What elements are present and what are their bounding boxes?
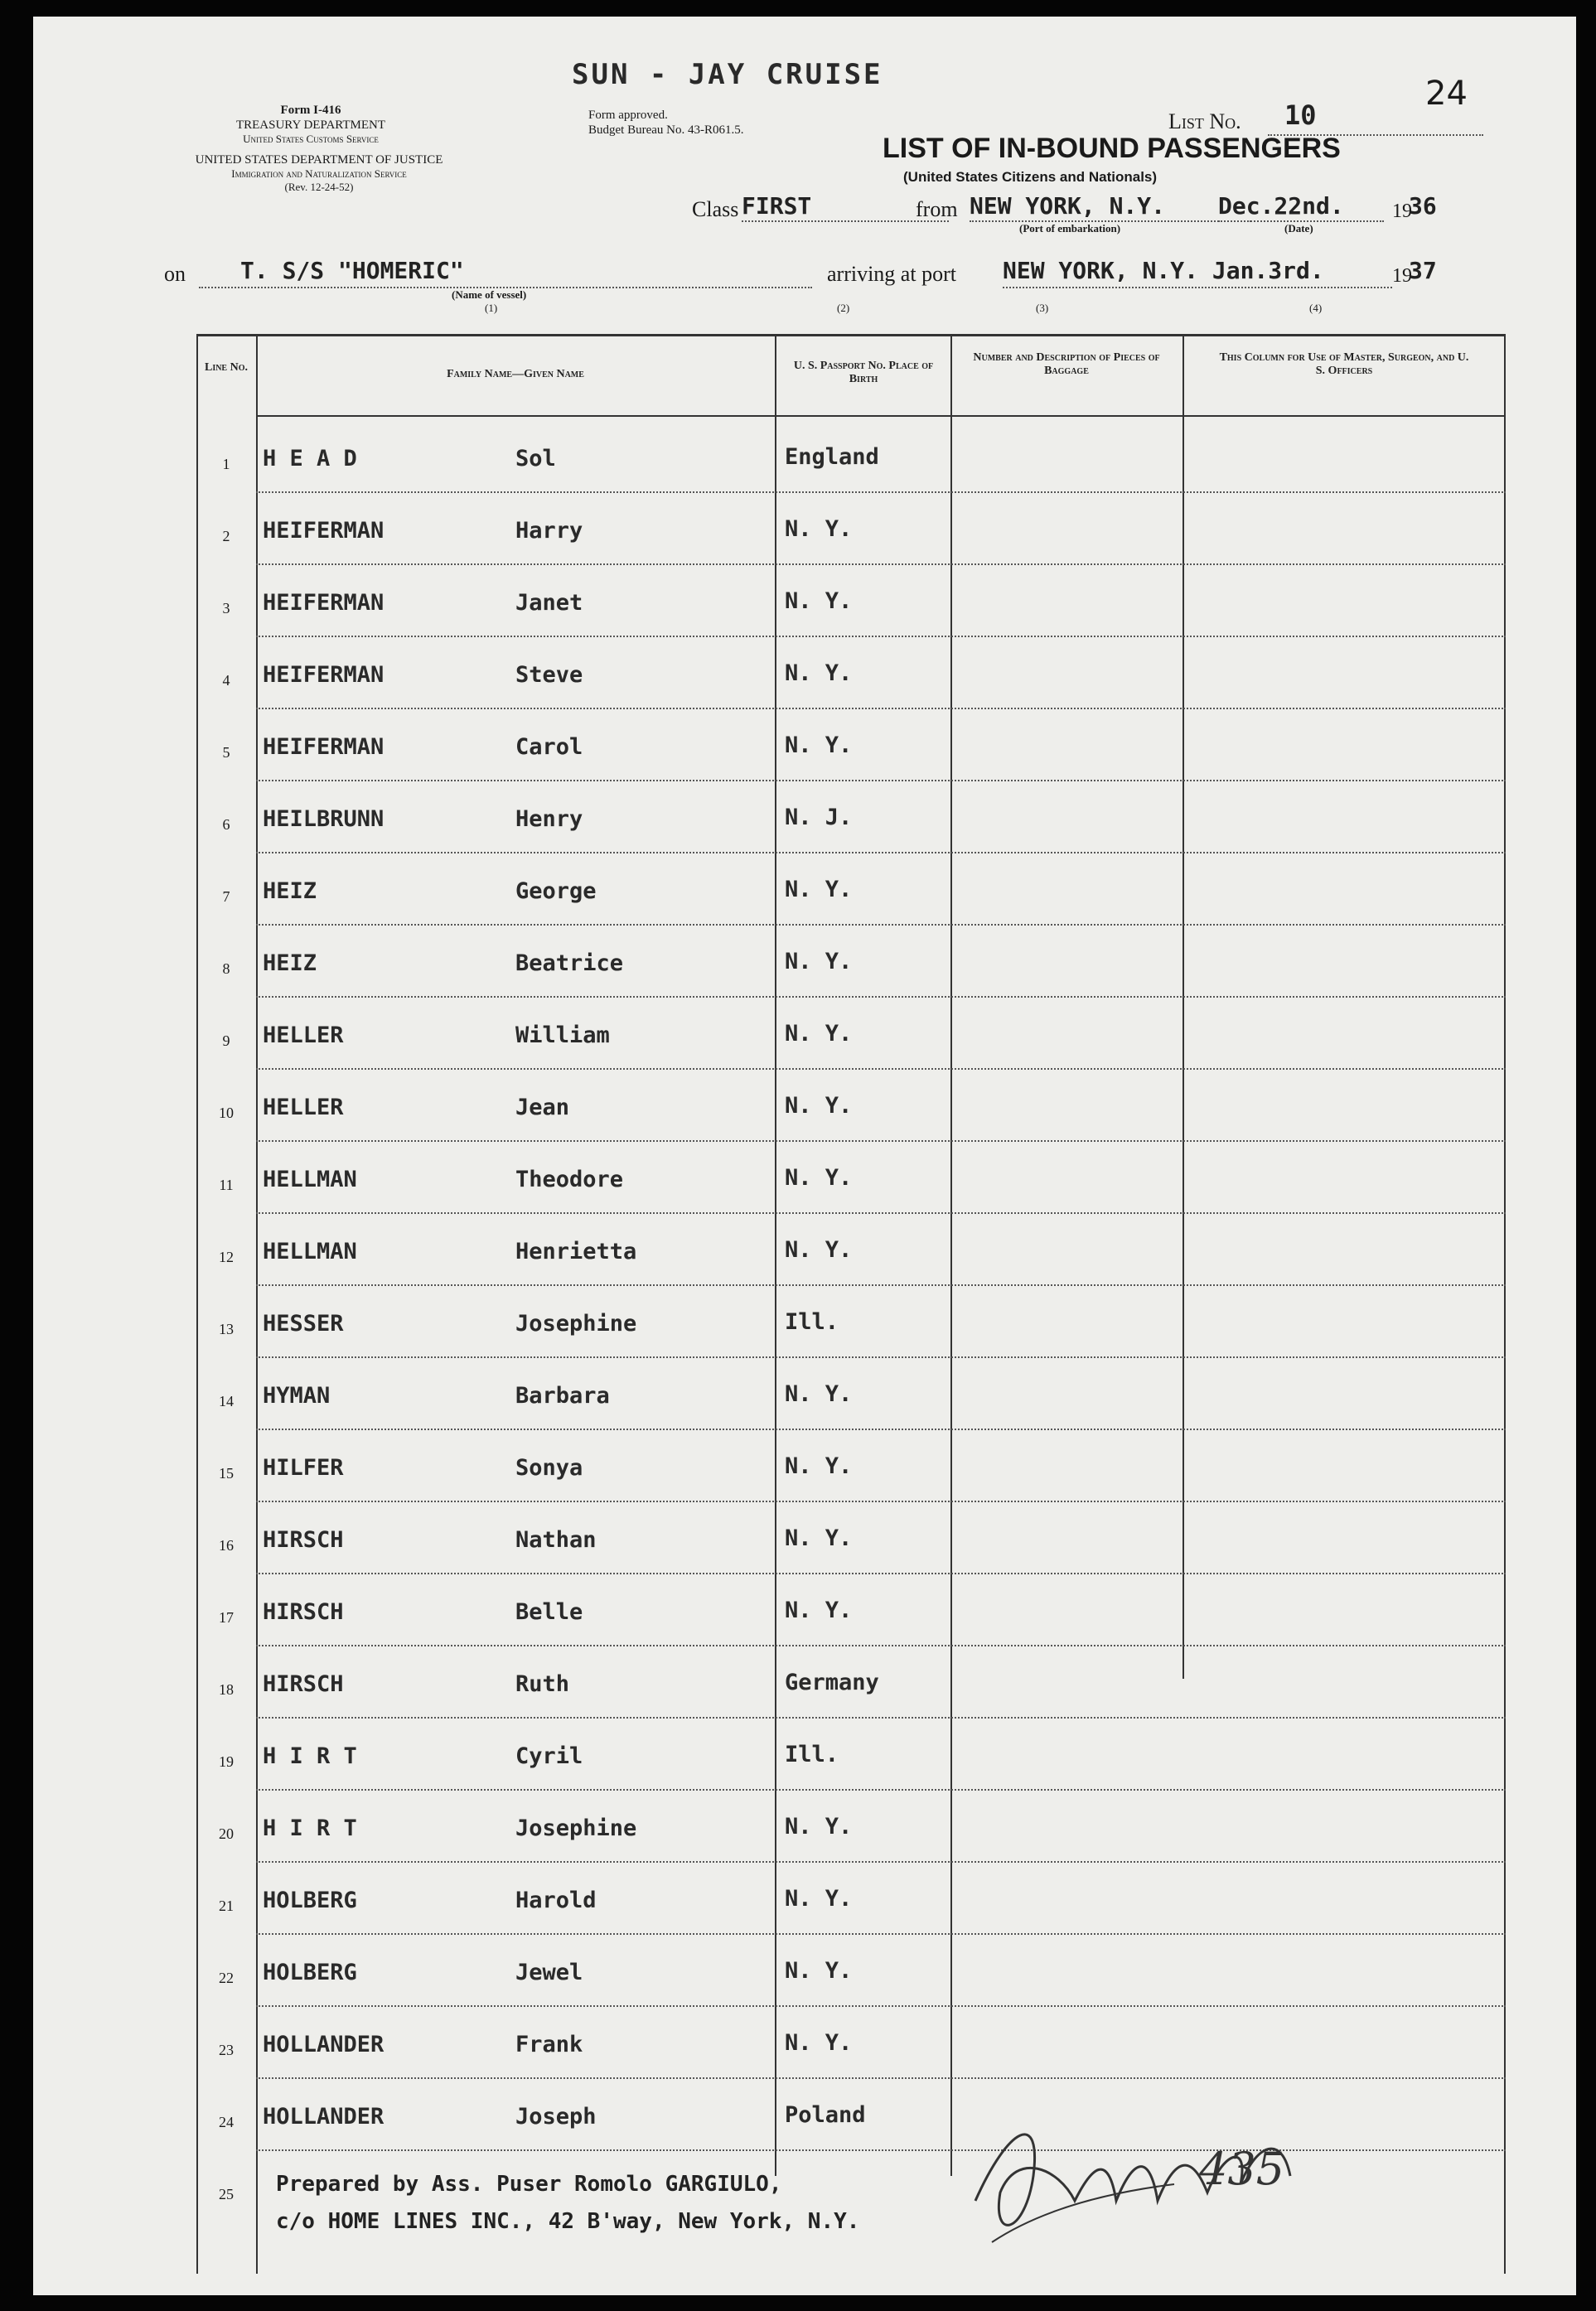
line-number: 20 <box>219 1825 234 1842</box>
family-name: HOLBERG <box>263 1888 357 1913</box>
table-row <box>196 924 1506 998</box>
given-name: Barbara <box>515 1383 610 1409</box>
given-name: Carol <box>515 734 583 760</box>
line-number: 21 <box>219 1898 234 1914</box>
family-name: HELLMAN <box>263 1239 357 1264</box>
col-header-passport: U. S. Passport No. Place of Birth <box>793 360 934 385</box>
place-of-birth: N. Y. <box>785 1021 853 1047</box>
ins-label: Immigration and Naturalization Service <box>231 167 407 180</box>
date-caption: (Date) <box>1284 222 1313 234</box>
prepared-by: Prepared by Ass. Puser Romolo GARGIULO, <box>276 2172 782 2197</box>
given-name: Josephine <box>515 1311 637 1337</box>
cruise-stamp: SUN - JAY CRUISE <box>572 58 883 91</box>
line-number: 17 <box>219 1609 234 1626</box>
family-name: HOLLANDER <box>263 2104 384 2130</box>
rev-label: (Rev. 12-24-52) <box>284 181 354 193</box>
place-of-birth: Ill. <box>785 1742 839 1767</box>
family-name: HOLBERG <box>263 1960 357 1985</box>
line-number: 10 <box>219 1105 234 1121</box>
place-of-birth: Ill. <box>785 1309 839 1335</box>
given-name: Jewel <box>515 1960 583 1985</box>
family-name: HEIFERMAN <box>263 590 384 616</box>
family-name: HIRSCH <box>263 1527 344 1553</box>
justice-label: UNITED STATES DEPARTMENT OF JUSTICE <box>195 153 443 167</box>
line-number: 19 <box>219 1753 234 1770</box>
given-name: Joseph <box>515 2104 597 2130</box>
given-name: Harold <box>515 1888 597 1913</box>
form-block-left <box>203 103 418 146</box>
line-number: 1 <box>222 456 230 472</box>
caption-4: (4) <box>1309 302 1323 314</box>
place-of-birth: N. Y. <box>785 732 853 758</box>
family-name: HELLMAN <box>263 1167 357 1192</box>
family-name: HEIFERMAN <box>263 662 384 688</box>
line-number: 14 <box>219 1393 234 1409</box>
family-name: HEIFERMAN <box>263 518 384 544</box>
form-approved-block <box>588 108 743 138</box>
table-row <box>196 1645 1506 1719</box>
family-name: HEILBRUNN <box>263 806 384 832</box>
table-row <box>196 996 1506 1070</box>
place-of-birth: N. Y. <box>785 1598 853 1623</box>
given-name: George <box>515 878 597 904</box>
list-no-value: 10 <box>1284 99 1317 131</box>
given-name: Josephine <box>515 1815 637 1841</box>
vessel-caption: (Name of vessel) <box>452 288 527 301</box>
line-number: 25 <box>219 2186 234 2202</box>
place-of-birth: N. Y. <box>785 877 853 902</box>
line-number: 15 <box>219 1465 234 1482</box>
given-name: Frank <box>515 2032 583 2057</box>
page-title: LIST OF IN-BOUND PASSENGERS <box>883 133 1341 164</box>
given-name: Henrietta <box>515 1239 637 1264</box>
table-row <box>196 563 1506 637</box>
col-header-line-no: Line No. <box>204 361 248 374</box>
table-row <box>196 2005 1506 2079</box>
given-name: Steve <box>515 662 583 688</box>
table-row <box>196 1717 1506 1791</box>
place-of-birth: N. Y. <box>785 588 853 614</box>
line-number: 6 <box>222 816 230 833</box>
family-name: HEIFERMAN <box>263 734 384 760</box>
page-subtitle: (United States Citizens and Nationals) <box>903 169 1158 185</box>
given-name: Janet <box>515 590 583 616</box>
given-name: William <box>515 1023 610 1048</box>
year-from-value: 36 <box>1409 192 1437 220</box>
list-no-label: List No. <box>1168 109 1241 133</box>
customs-label: United States Customs Service <box>243 133 379 145</box>
given-name: Ruth <box>515 1671 570 1697</box>
line-number: 4 <box>222 672 230 689</box>
table-row <box>196 1933 1506 2007</box>
from-label: from <box>916 197 958 221</box>
table-row <box>196 1429 1506 1502</box>
family-name: HIRSCH <box>263 1671 344 1697</box>
from-caption: (Port of embarkation) <box>1019 222 1121 234</box>
line-number: 24 <box>219 2114 234 2130</box>
arriving-line <box>1003 287 1392 288</box>
class-label: Class <box>692 197 739 221</box>
table-row <box>196 780 1506 853</box>
caption-1: (1) <box>485 302 498 314</box>
line-number: 5 <box>222 744 230 761</box>
family-name: HILFER <box>263 1455 344 1481</box>
line-number: 9 <box>222 1032 230 1049</box>
form-approved: Form approved. <box>588 109 668 122</box>
col-header-name: Family Name—Given Name <box>447 368 584 380</box>
family-name: HEIZ <box>263 950 317 976</box>
line-number: 11 <box>219 1177 234 1193</box>
year-arr-value: 37 <box>1409 257 1437 284</box>
place-of-birth: N. Y. <box>785 1165 853 1191</box>
arriving-value: NEW YORK, N.Y. Jan.3rd. <box>1003 257 1324 284</box>
header-rule <box>256 415 1506 417</box>
given-name: Jean <box>515 1095 570 1120</box>
place-of-birth: Poland <box>785 2102 866 2128</box>
col-header-officers: This Column for Use of Master, Surgeon, and U. S. Officers <box>1219 351 1469 377</box>
line-number: 12 <box>219 1249 234 1265</box>
on-label: on <box>164 262 186 286</box>
arriving-label: arriving at port <box>827 262 956 286</box>
treasury-label: TREASURY DEPARTMENT <box>235 118 386 132</box>
col-header-baggage: Number and Description of Pieces of Baggage <box>973 351 1160 377</box>
table-row <box>196 419 1506 493</box>
place-of-birth: N. Y. <box>785 1814 853 1840</box>
line-number: 2 <box>222 528 230 544</box>
place-of-birth: N. Y. <box>785 516 853 542</box>
date-from-value: Dec.22nd. <box>1218 192 1344 220</box>
given-name: Sonya <box>515 1455 583 1481</box>
given-name: Nathan <box>515 1527 597 1553</box>
caption-2: (2) <box>837 302 850 314</box>
place-of-birth: Germany <box>785 1670 879 1695</box>
budget-number: Budget Bureau No. 43-R061.5. <box>588 123 744 137</box>
place-of-birth: N. Y. <box>785 1093 853 1119</box>
family-name: HYMAN <box>263 1383 331 1409</box>
given-name: Cyril <box>515 1743 583 1769</box>
from-value: NEW YORK, N.Y. <box>970 192 1166 220</box>
table-row <box>196 491 1506 565</box>
place-of-birth: England <box>785 444 879 470</box>
place-of-birth: N. Y. <box>785 660 853 686</box>
line-number: 16 <box>219 1537 234 1554</box>
justice-block <box>157 152 481 194</box>
given-name: Beatrice <box>515 950 624 976</box>
line-number: 13 <box>219 1321 234 1337</box>
vessel-value: T. S/S "HOMERIC" <box>240 257 464 284</box>
table-row <box>196 1501 1506 1574</box>
year-arr-prefix: 19 <box>1392 265 1412 287</box>
year-from-prefix: 19 <box>1392 201 1412 222</box>
class-value: FIRST <box>742 192 812 220</box>
line-number: 23 <box>219 2042 234 2058</box>
table-row <box>196 1284 1506 1358</box>
given-name: Henry <box>515 806 583 832</box>
table-row <box>196 1573 1506 1646</box>
agent-address: c/o HOME LINES INC., 42 B'way, New York, N.Y. <box>276 2209 860 2234</box>
passenger-table <box>196 334 1506 2274</box>
place-of-birth: N. Y. <box>785 1237 853 1263</box>
table-row <box>196 1068 1506 1142</box>
family-name: H I R T <box>263 1815 357 1841</box>
table-row <box>196 1212 1506 1286</box>
family-name: HELLER <box>263 1095 344 1120</box>
given-name: Sol <box>515 446 556 471</box>
line-number: 22 <box>219 1970 234 1986</box>
caption-3: (3) <box>1036 302 1049 314</box>
family-name: H E A D <box>263 446 357 471</box>
table-row <box>196 636 1506 709</box>
table-row <box>196 708 1506 781</box>
handwritten-number: 435 <box>1199 2143 1285 2195</box>
line-number: 3 <box>222 600 230 616</box>
family-name: HOLLANDER <box>263 2032 384 2057</box>
given-name: Theodore <box>515 1167 624 1192</box>
family-name: HESSER <box>263 1311 344 1337</box>
place-of-birth: N. Y. <box>785 1453 853 1479</box>
family-name: H I R T <box>263 1743 357 1769</box>
table-row <box>196 1140 1506 1214</box>
table-row <box>196 852 1506 926</box>
table-row <box>196 1861 1506 1935</box>
place-of-birth: N. Y. <box>785 949 853 974</box>
family-name: HELLER <box>263 1023 344 1048</box>
given-name: Harry <box>515 518 583 544</box>
page-number: 24 <box>1425 75 1468 113</box>
form-id: Form I-416 <box>280 104 341 117</box>
place-of-birth: N. Y. <box>785 2030 853 2056</box>
place-of-birth: N. Y. <box>785 1958 853 1984</box>
line-number: 18 <box>219 1681 234 1698</box>
document-page <box>33 17 1576 2295</box>
place-of-birth: N. Y. <box>785 1525 853 1551</box>
table-row <box>196 1789 1506 1863</box>
family-name: HIRSCH <box>263 1599 344 1625</box>
line-number: 7 <box>222 888 230 905</box>
place-of-birth: N. Y. <box>785 1886 853 1912</box>
line-number: 8 <box>222 960 230 977</box>
place-of-birth: N. Y. <box>785 1381 853 1407</box>
given-name: Belle <box>515 1599 583 1625</box>
place-of-birth: N. J. <box>785 805 853 830</box>
family-name: HEIZ <box>263 878 317 904</box>
table-row <box>196 1356 1506 1430</box>
